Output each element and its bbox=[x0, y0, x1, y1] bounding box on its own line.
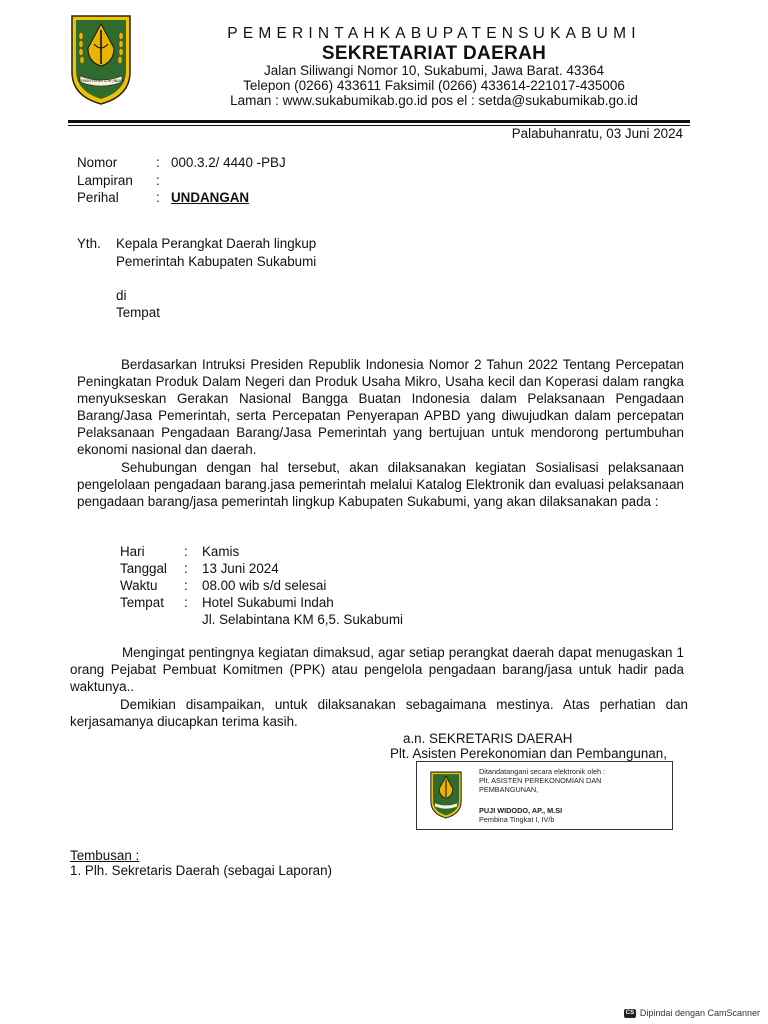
office-address: Jalan Siliwangi Nomor 10, Sukabumi, Jawa Barat. 43364 bbox=[264, 63, 604, 78]
signature-box-line-3: PEMBANGUNAN, bbox=[479, 785, 539, 794]
tempat-address: Jl. Selabintana KM 6,5. Sukabumi bbox=[202, 612, 403, 627]
hari-value: Kamis bbox=[202, 544, 240, 559]
tempat-colon: : bbox=[184, 595, 188, 610]
signatory-name: PUJI WIDODO, AP., M.SI bbox=[479, 806, 563, 815]
letterhead-rule-thick bbox=[68, 120, 690, 123]
signature-position: Plt. Asisten Perekonomian dan Pembangunan, bbox=[390, 746, 667, 761]
hari-colon: : bbox=[184, 544, 188, 559]
logo-motto: GEMAH RIPAH LOH JINAWI bbox=[77, 79, 125, 83]
tempat-value: Hotel Sukabumi Indah bbox=[202, 595, 334, 610]
lampiran-colon: : bbox=[156, 173, 160, 188]
tempat-label: Tempat bbox=[120, 595, 164, 610]
signature-an-line: a.n. SEKRETARIS DAERAH bbox=[403, 731, 573, 746]
nomor-colon: : bbox=[156, 155, 160, 170]
tanggal-colon: : bbox=[184, 561, 188, 576]
lampiran-label: Lampiran bbox=[77, 173, 133, 188]
office-website: Laman : www.sukabumikab.go.id pos el : setda@sukabumikab.go.id bbox=[230, 93, 638, 108]
electronic-signature-box bbox=[416, 761, 673, 830]
sukabumi-regency-emblem bbox=[70, 14, 132, 106]
signature-box-line-2: Plt. ASISTEN PEREKONOMIAN DAN bbox=[479, 776, 602, 785]
recipient-line-2: Pemerintah Kabupaten Sukabumi bbox=[116, 254, 317, 269]
recipient-di: di bbox=[116, 288, 127, 303]
tanggal-label: Tanggal bbox=[120, 561, 167, 576]
waktu-value: 08.00 wib s/d selesai bbox=[202, 578, 327, 593]
tembusan-label: Tembusan : bbox=[70, 848, 140, 863]
salutation: Yth. bbox=[77, 236, 101, 251]
perihal-label: Perihal bbox=[77, 190, 119, 205]
body-paragraph-3: Mengingat pentingnya kegiatan dimaksud, agar setiap perangkat daerah dapat menugaskan 1 orang Pejabat Pembuat Komitmen (PPK) atau pengelola pengadaan barang/jasa untuk hadir pada waktunya.. bbox=[70, 645, 684, 694]
recipient-place: Tempat bbox=[116, 305, 160, 320]
nomor-label: Nomor bbox=[77, 155, 118, 170]
body-paragraph-4: Demikian disampaikan, untuk dilaksanakan sebagaimana mestinya. Atas perhatian dan kerjasamanya diucapkan terima kasih. bbox=[70, 697, 688, 729]
camscanner-text: Dipindai dengan CamScanner bbox=[639, 1008, 760, 1018]
body-paragraph-1: Berdasarkan Intruksi Presiden Republik Indonesia Nomor 2 Tahun 2022 Tentang Percepatan Peningkatan Produk Dalam Negeri dan Produk Usaha Mikro, Usaha kecil dan Koperasi dalam rangka menyukseskan Gerakan Nasional Bangga Buatan Indonesia dalam Pelaksanaan Pengadaan Barang/Jasa Pemerintah, serta Percepatan Penyerapan APBD yang diwujudkan dalam percepatan Pelaksanaan Pengadaan Barang/Jasa Pemerintah yang bertujuan untuk mendorong pertumbuhan ekonomi nasional dan daerah. bbox=[77, 357, 684, 457]
waktu-label: Waktu bbox=[120, 578, 158, 593]
government-name: PEMERINTAHKABUPATENSUKABUMI bbox=[227, 25, 641, 42]
tanggal-value: 13 Juni 2024 bbox=[202, 561, 279, 576]
perihal-value: UNDANGAN bbox=[171, 190, 250, 205]
waktu-colon: : bbox=[184, 578, 188, 593]
tembusan-item-1: 1. Plh. Sekretaris Daerah (sebagai Laporan) bbox=[70, 863, 333, 878]
camscanner-icon: CS bbox=[625, 1009, 635, 1016]
camscanner-watermark bbox=[624, 1008, 760, 1018]
nomor-value: 000.3.2/ 4440 -PBJ bbox=[171, 155, 286, 170]
office-phone: Telepon (0266) 433611 Faksimil (0266) 433614-221017-435006 bbox=[243, 78, 625, 93]
perihal-colon: : bbox=[156, 190, 160, 205]
signatory-rank: Pembina Tingkat I, IV/b bbox=[479, 815, 555, 824]
signature-box-line-1: Ditandatangani secara elektronik oleh : bbox=[479, 767, 606, 776]
office-name: SEKRETARIAT DAERAH bbox=[321, 43, 547, 64]
hari-label: Hari bbox=[120, 544, 145, 559]
signature-emblem bbox=[427, 771, 465, 819]
recipient-line-1: Kepala Perangkat Daerah lingkup bbox=[116, 236, 317, 251]
body-paragraph-2: Sehubungan dengan hal tersebut, akan dilaksanakan kegiatan Sosialisasi pelaksanaan pengelolaan pengadaan barang.jasa pemerintah melalui Katalog Elektronik dan evaluasi pelaksanaan pengadaan barang/jasa pemerintah lingkup Kabupaten Sukabumi, yang akan dilaksanakan pada : bbox=[77, 460, 684, 509]
letter-date: Palabuhanratu, 03 Juni 2024 bbox=[511, 126, 683, 141]
